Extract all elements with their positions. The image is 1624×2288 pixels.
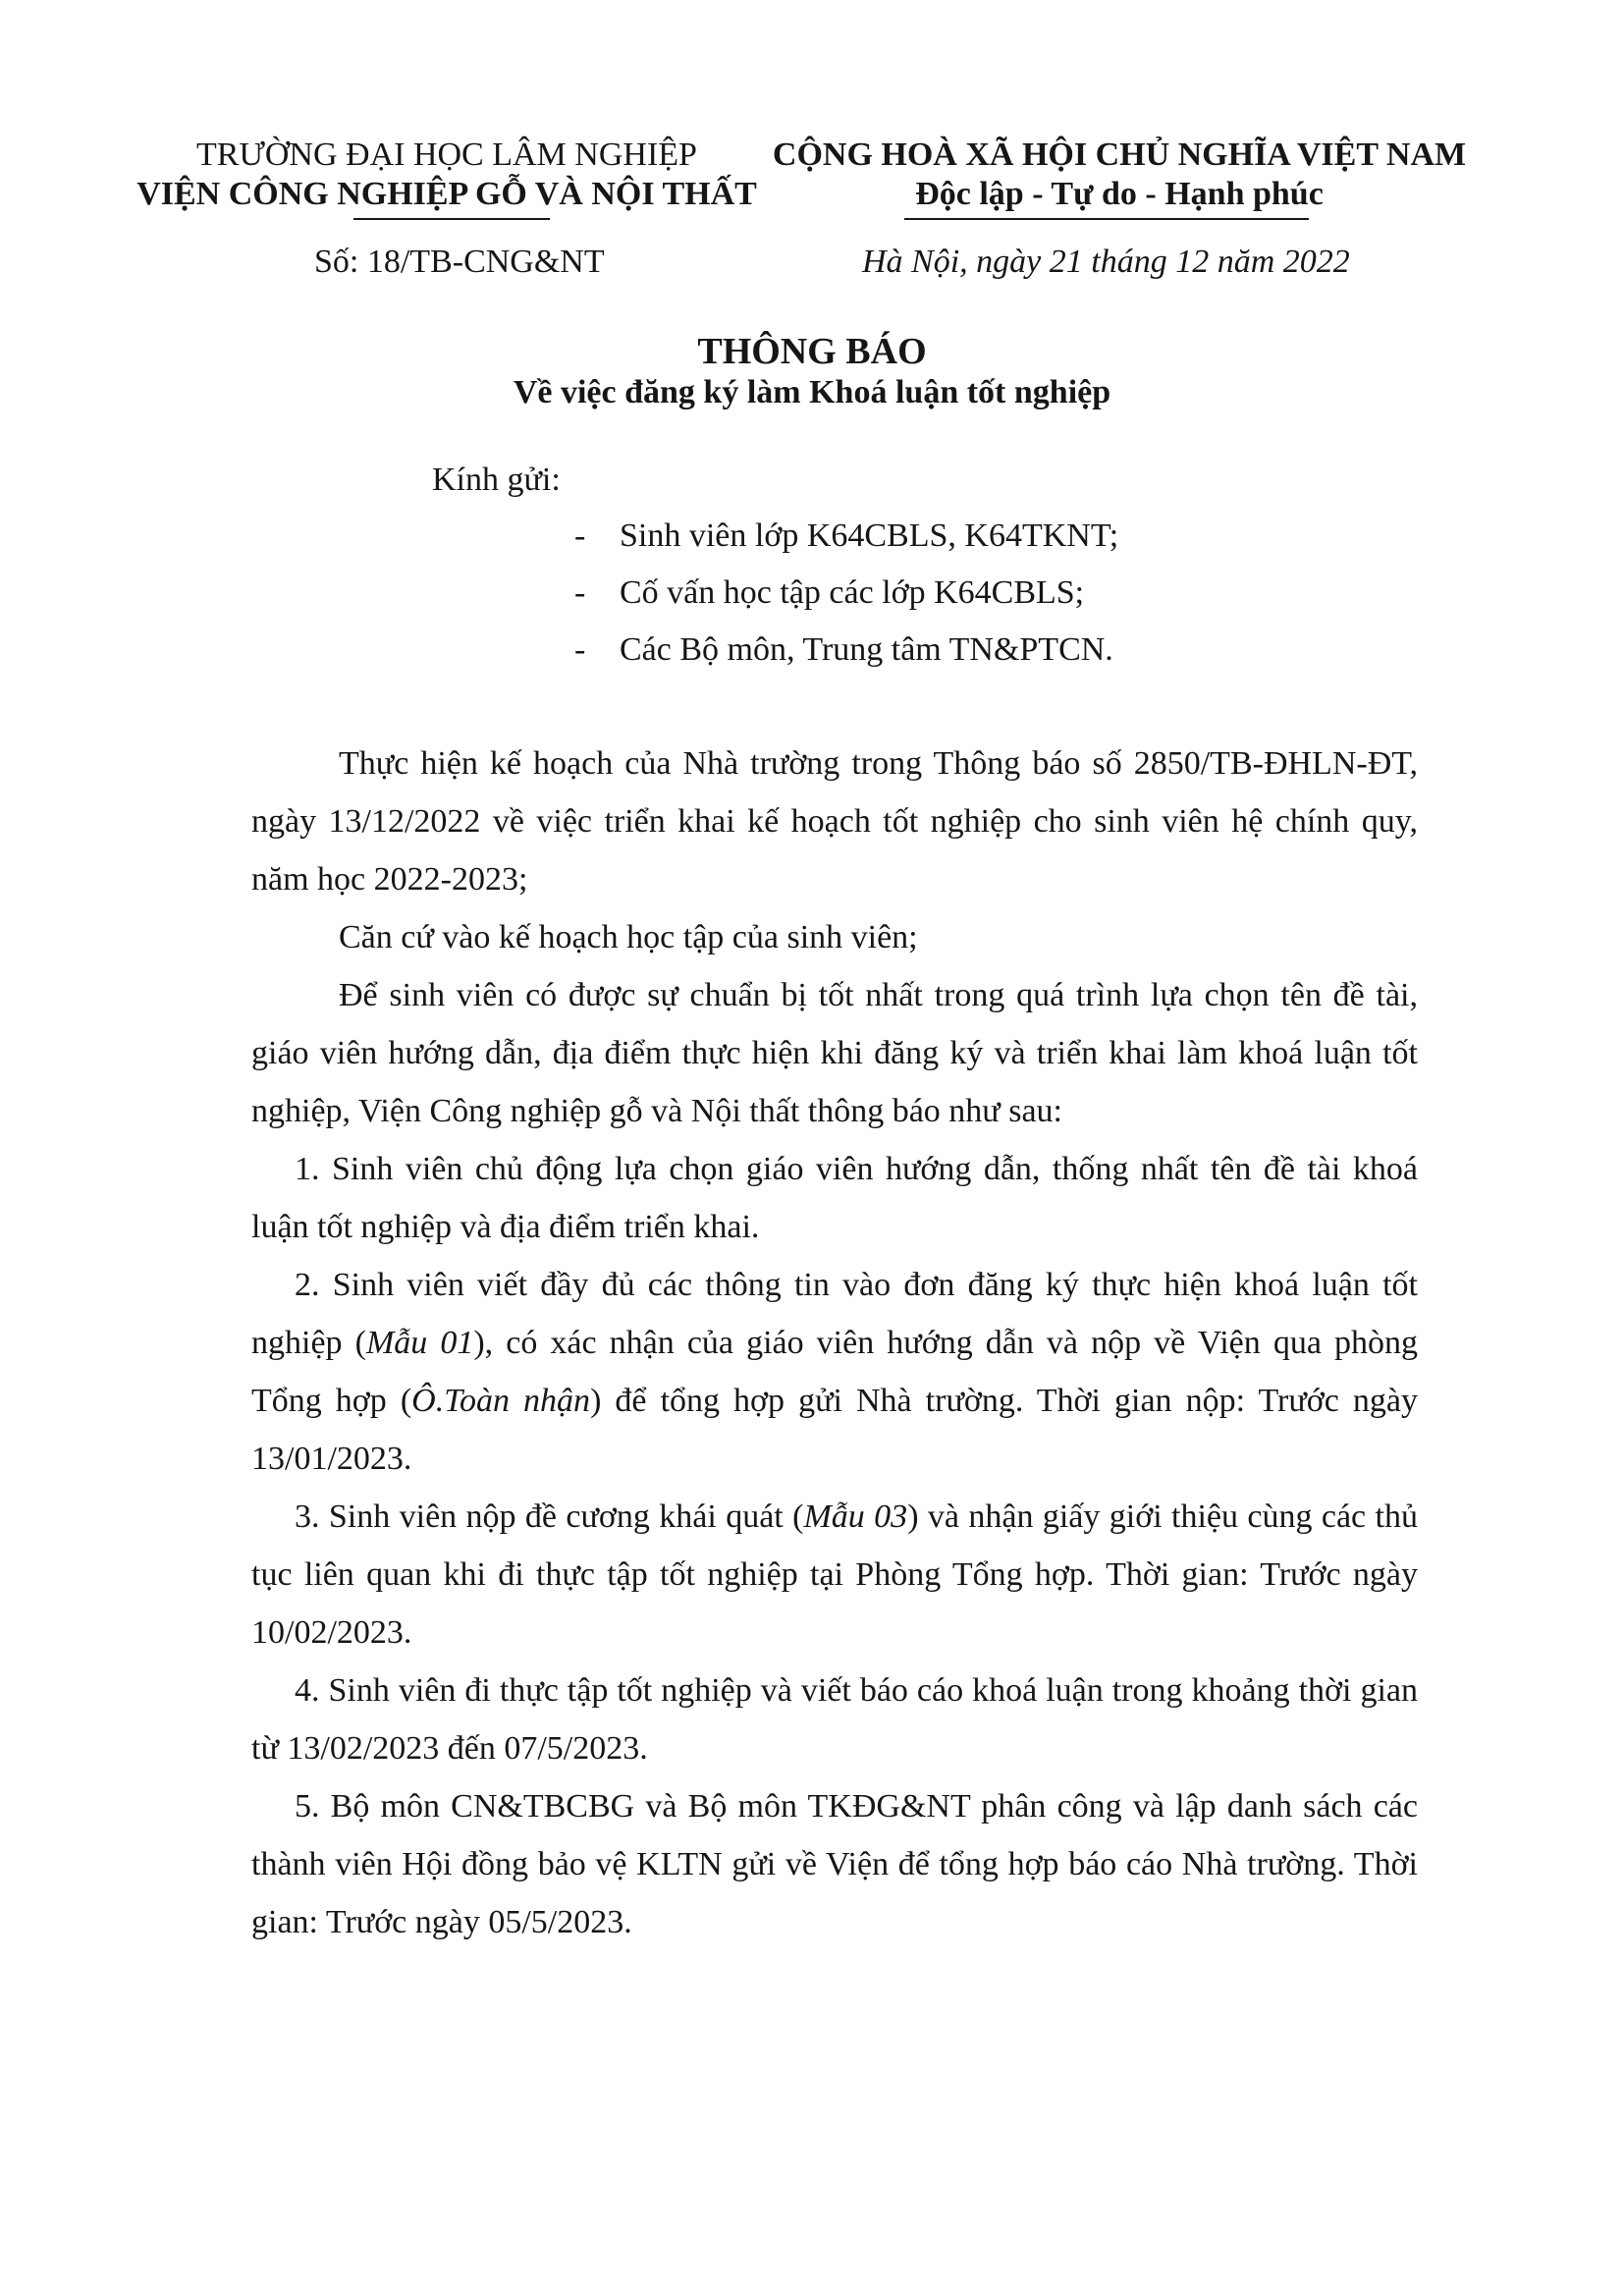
document-number: Số: 18/TB-CNG&NT	[314, 244, 605, 280]
document-subtitle: Về việc đăng ký làm Khoá luận tốt nghiệp	[513, 374, 1111, 410]
recipient-item: - Các Bộ môn, Trung tâm TN&PTCN.	[574, 631, 1113, 668]
recipient-item: - Sinh viên lớp K64CBLS, K64TKNT;	[574, 518, 1119, 554]
national-motto: Độc lập - Tự do - Hạnh phúc	[915, 176, 1324, 212]
left-header-underline	[353, 218, 550, 220]
salutation: Kính gửi:	[432, 462, 561, 498]
document-page: TRƯỜNG ĐẠI HỌC LÂM NGHIỆP VIỆN CÔNG NGHIỆP GỖ VÀ NỘI THẤT CỘNG HOÀ XÃ HỘI CHỦ NGHĨA VIỆT NAM Độc lập - Tự do - Hạnh phúc Số: 18/TB-CNG&NT Hà Nội, ngày 21 tháng 12 năm 2022 THÔNG BÁO Về việc đăng ký làm Khoá luận tốt nghiệp Kính gửi: - Sinh viên lớp K64CBLS, K64TKNT; - Cố vấn học tập các lớp K64CBLS; - Các Bộ môn, Trung tâm TN&PTCN. Thực hiện kế hoạch của Nhà trường trong Thông báo số 2850/TB-ĐHLN-ĐT, ngày 13/12/2022 về việc triển khai kế hoạch tốt nghiệp cho sinh viên hệ chính quy, năm học 2022-2023; Căn cứ vào kế hoạch học tập của sinh viên; Để sinh viên có được sự chuẩn bị tốt nhất trong quá trình lựa chọn tên đề tài, giáo viên hướng dẫn, địa điểm thực hiện khi đăng ký và triển khai làm khoá luận tốt nghiệp, Viện Công nghiệp gỗ và Nội thất thông báo như sau: 1. Sinh viên chủ động lựa chọn giáo viên hướng dẫn, thống nhất tên đề tài khoá luận tốt nghiệp và địa điểm triển khai. 2. Sinh viên viết đầy đủ các thông tin vào đơn đăng ký thực hiện khoá luận tốt nghiệp (Mẫu 01), có xác nhận của giáo viên hướng dẫn và nộp về Viện qua phòng Tổng hợp (Ô.Toàn nhận) để tổng hợp gửi Nhà trường. Thời gian nộp: Trước ngày 13/01/2023. 3. Sinh viên nộp đề cương khái quát (Mẫu 03) và nhận giấy giới thiệu cùng các thủ tục liên quan khi đi thực tập tốt nghiệp tại Phòng Tổng hợp. Thời gian: Trước ngày 10/02/2023. 4. Sinh viên đi thực tập tốt nghiệp và viết báo cáo khoá luận trong khoảng thời gian từ 13/02/2023 đến 07/5/2023. 5. Bộ môn CN&TBCBG và Bộ môn TKĐG&NT phân công và lập danh sách các thành viên Hội đồng bảo vệ KLTN gửi về Viện để tổng hợp báo cáo Nhà trường. Thời gian: Trước ngày 05/5/2023.	[0, 0, 1624, 2288]
place-and-date: Hà Nội, ngày 21 tháng 12 năm 2022	[862, 244, 1350, 280]
institute-name: VIỆN CÔNG NGHIỆP GỖ VÀ NỘI THẤT	[136, 176, 757, 212]
university-name: TRƯỜNG ĐẠI HỌC LÂM NGHIỆP	[196, 136, 697, 173]
recipient-item: - Cố vấn học tập các lớp K64CBLS;	[574, 574, 1085, 611]
right-header-underline	[904, 218, 1309, 220]
document-title: THÔNG BÁO	[697, 331, 927, 372]
country-name: CỘNG HOÀ XÃ HỘI CHỦ NGHĨA VIỆT NAM	[772, 136, 1467, 173]
